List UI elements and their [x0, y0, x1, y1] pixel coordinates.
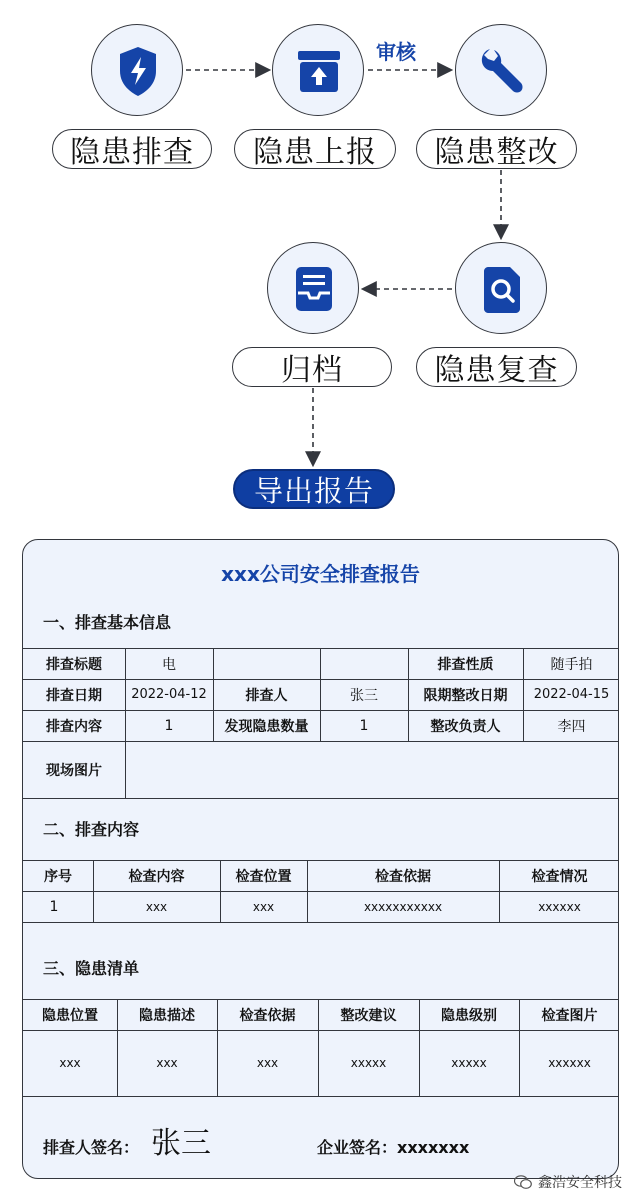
s2-header-location: 检查位置 — [235, 868, 292, 885]
step-4-node — [455, 242, 547, 334]
s3-header-desc: 隐患描述 — [139, 1007, 195, 1024]
s2-cell: xxx — [252, 899, 275, 914]
step-1-node — [91, 24, 183, 116]
section-2-heading: 二、排查内容 — [43, 820, 140, 839]
s2-cell: xxxxxx — [538, 899, 581, 914]
value-title: 电 — [162, 656, 176, 673]
s3-header-basis: 检查依据 — [239, 1007, 296, 1024]
s2-header-no: 序号 — [44, 868, 72, 885]
s2-header-status: 检查情况 — [531, 868, 588, 885]
company-signature-value: xxxxxxx — [397, 1138, 470, 1157]
step-1-label: 隐患排查 — [52, 129, 212, 169]
report-title: xxx公司安全排查报告 — [221, 562, 420, 586]
value-deadline: 2022-04-15 — [533, 687, 610, 702]
value-nature: 随手拍 — [550, 656, 593, 673]
s3-cell: xxxxx — [350, 1056, 387, 1070]
section-3-heading: 三、隐患清单 — [43, 959, 140, 978]
wrench-icon — [456, 25, 548, 117]
label-person: 排查人 — [245, 687, 288, 704]
section-1-heading: 一、排查基本信息 — [43, 613, 172, 632]
s3-cell: xxxxxx — [548, 1056, 591, 1070]
s3-cell: xxx — [156, 1056, 178, 1070]
value-owner: 李四 — [557, 718, 586, 735]
label-owner: 整改负责人 — [430, 718, 501, 735]
step-5-label: 归档 — [232, 347, 392, 387]
s3-cell: xxx — [256, 1056, 279, 1070]
value-content: 1 — [164, 717, 174, 734]
value-found: 1 — [359, 717, 369, 734]
step-3-node — [455, 24, 547, 116]
s2-cell: xxxxxxxxxxx — [363, 899, 443, 914]
label-deadline: 限期整改日期 — [423, 687, 508, 704]
company-signature-label: 企业签名：xxxxxxx — [317, 1138, 470, 1157]
s3-cell: xxx — [59, 1056, 81, 1070]
watermark-text: 鑫浩安全科技 — [538, 1175, 622, 1191]
step-5-node — [267, 242, 359, 334]
s2-cell: 1 — [49, 898, 59, 915]
s3-header-level: 隐患级别 — [441, 1007, 497, 1024]
label-title: 排查标题 — [46, 656, 102, 673]
shield-bolt-icon — [92, 25, 184, 117]
s2-header-basis: 检查依据 — [375, 868, 431, 885]
s2-cell: xxx — [145, 899, 168, 914]
label-photo: 现场图片 — [46, 762, 102, 779]
label-date: 排查日期 — [46, 687, 102, 704]
wechat-icon — [514, 1175, 532, 1190]
inspector-signature-label: 排查人签名： — [43, 1138, 140, 1157]
s3-header-advice: 整改建议 — [340, 1007, 397, 1024]
search-doc-icon — [456, 243, 548, 335]
audit-label: 审核 — [376, 40, 416, 64]
inspector-signature: 张三 — [151, 1126, 211, 1161]
label-nature: 排查性质 — [437, 656, 494, 673]
label-found: 发现隐患数量 — [224, 718, 309, 735]
label-content: 排查内容 — [46, 718, 102, 735]
upload-box-icon — [273, 25, 365, 117]
s2-header-content: 检查内容 — [128, 868, 185, 885]
step-2-node — [272, 24, 364, 116]
report-card — [22, 539, 619, 1179]
archive-tray-icon — [268, 243, 360, 335]
step-2-label: 隐患上报 — [234, 129, 396, 169]
export-report-button[interactable]: 导出报告 — [233, 469, 395, 509]
value-person: 张三 — [350, 687, 378, 704]
s3-header-image: 检查图片 — [541, 1007, 598, 1024]
s3-cell: xxxxx — [451, 1056, 487, 1070]
s3-header-location: 隐患位置 — [42, 1007, 98, 1024]
value-date: 2022-04-12 — [131, 687, 207, 702]
step-3-label: 隐患整改 — [416, 129, 577, 169]
watermark — [514, 1172, 622, 1192]
step-4-label: 隐患复查 — [416, 347, 577, 387]
